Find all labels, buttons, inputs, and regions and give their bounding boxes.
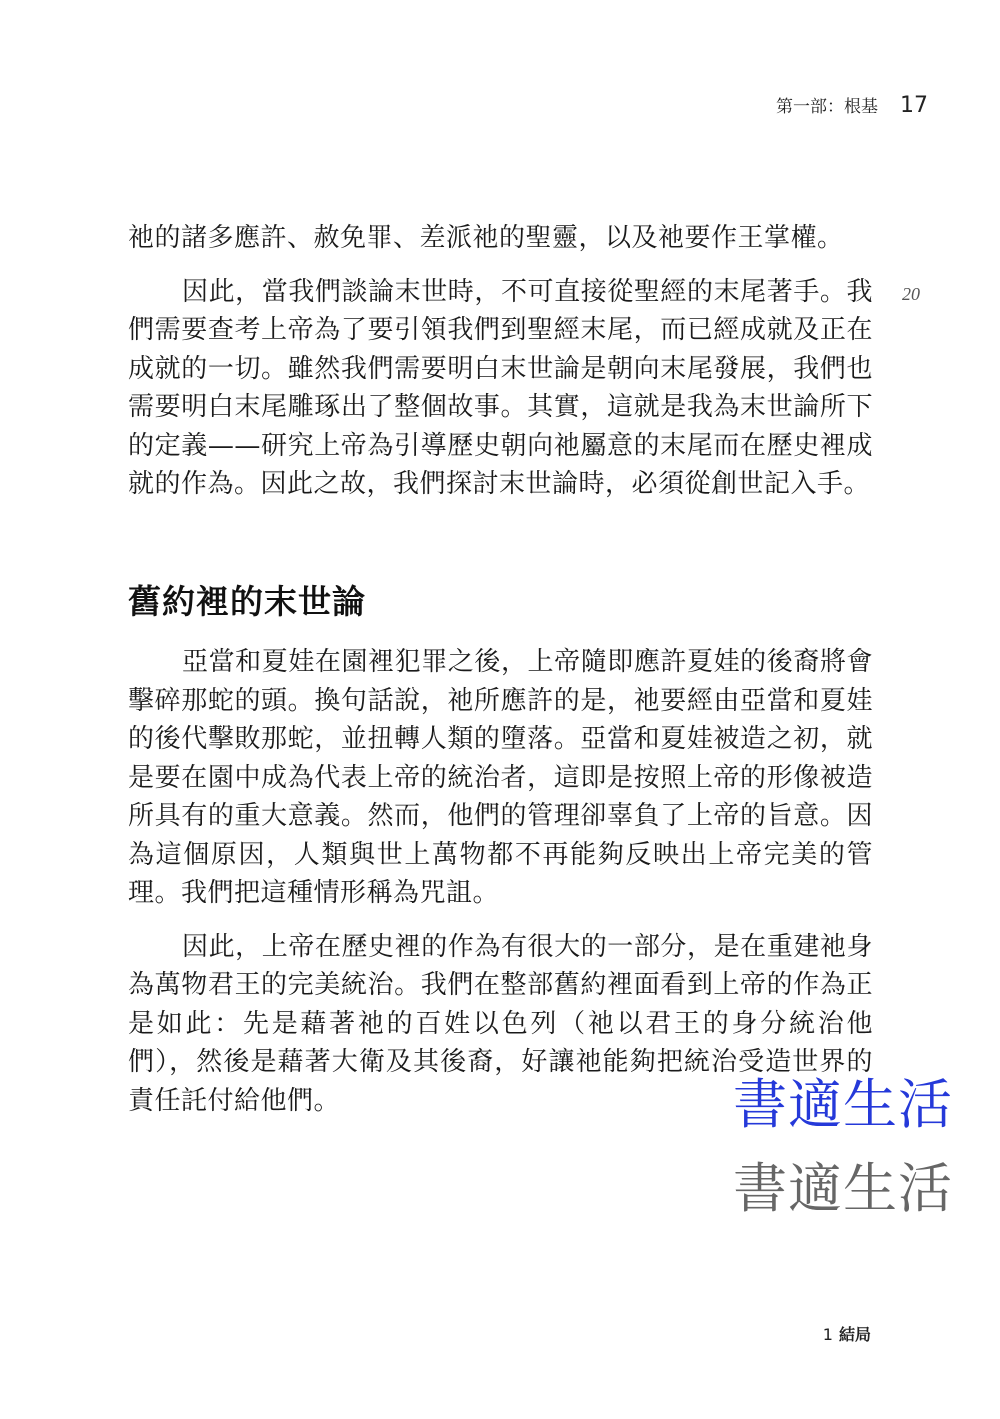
watermark-logo-grey: 書適生活 bbox=[733, 1157, 953, 1220]
section-heading: 舊約裡的末世論 bbox=[128, 582, 366, 621]
body-text-bottom bbox=[128, 643, 873, 1120]
footer-chapter-number: 1 bbox=[822, 1325, 833, 1344]
running-footer bbox=[823, 1322, 871, 1345]
header-page-number: 17 bbox=[900, 93, 928, 118]
watermark-logo-blue: 書適生活 bbox=[733, 1073, 953, 1136]
margin-line-number: 20 bbox=[902, 284, 920, 304]
header-section-title: 第一部：根基 bbox=[776, 97, 878, 117]
running-header bbox=[776, 92, 928, 118]
paragraph: 亞當和夏娃在園裡犯罪之後，上帝隨即應許夏娃的後裔將會擊碎那蛇的頭。換句話說，祂所應許的是，祂要經由亞當和夏娃的後代擊敗那蛇，並扭轉人類的墮落。亞當和夏娃被造之初，就是要在園中成為代表上帝的統治者，這即是按照上帝的形像被造所具有的重大意義。然而，他們的管理卻辜負了上帝的旨意。因為這個原因，人類與世上萬物都不再能夠反映出上帝完美的管理。我們把這種情形稱為咒詛。 bbox=[128, 647, 873, 908]
paragraph: 因此，當我們談論末世時，不可直接從聖經的末尾著手。我們需要查考上帝為了要引領我們到聖經末尾，而已經成就及正在成就的一切。雖然我們需要明白末世論是朝向末尾發展，我們也需要明白末尾雕琢出了整個故事。其實，這就是我為末世論所下的定義——研究上帝為引導歷史朝向祂屬意的末尾而在歷史裡成就的作為。因此之故，我們探討末世論時，必須從創世記入手。 bbox=[128, 276, 873, 499]
footer-chapter-title: 結局 bbox=[838, 1325, 871, 1344]
body-text-top bbox=[128, 219, 873, 504]
paragraph: 祂的諸多應許、赦免罪、差派祂的聖靈，以及祂要作王掌權。 bbox=[128, 223, 844, 253]
paragraph: 因此，上帝在歷史裡的作為有很大的一部分，是在重建祂身為萬物君王的完美統治。我們在整部舊約裡面看到上帝的作為正是如此：先是藉著祂的百姓以色列（祂以君王的身分統治他們），然後是藉著大衛及其後裔，好讓祂能夠把統治受造世界的責任託付給他們。 bbox=[128, 931, 873, 1116]
